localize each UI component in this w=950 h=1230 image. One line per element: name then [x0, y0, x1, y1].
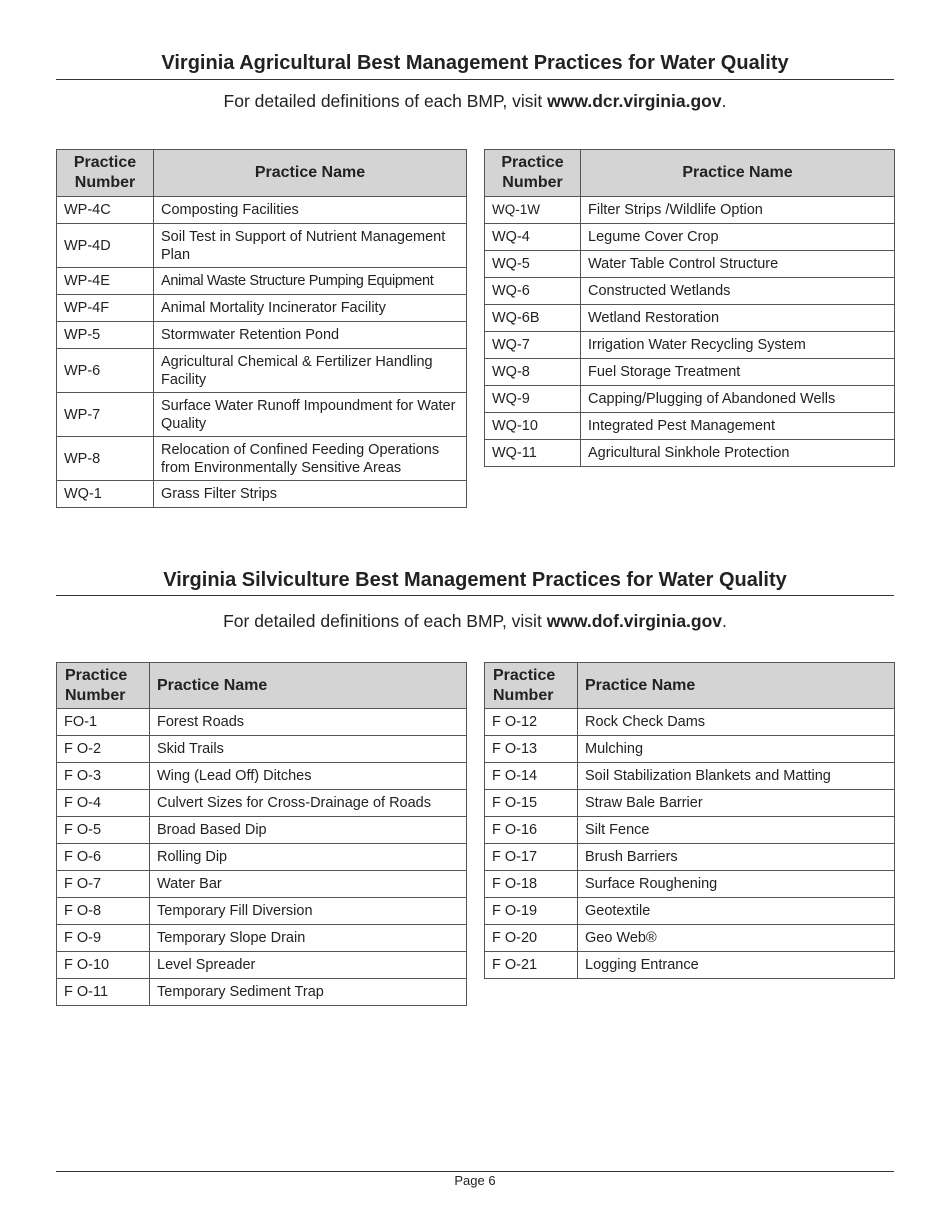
practice-name: Brush Barriers	[578, 844, 895, 871]
table-row	[57, 224, 467, 268]
silviculture-divider	[56, 595, 894, 596]
agricultural-subtitle-suffix: .	[721, 91, 727, 111]
column-header-number: Practice Number	[485, 663, 578, 709]
silviculture-url: www.dof.virginia.gov	[546, 611, 723, 631]
practice-name: Logging Entrance	[578, 952, 895, 979]
practice-number: F O-18	[485, 871, 578, 898]
practice-name: Surface Roughening	[578, 871, 895, 898]
table-row	[57, 898, 467, 925]
table-row	[57, 871, 467, 898]
table-row	[57, 437, 467, 481]
agricultural-table-right	[484, 149, 895, 467]
practice-number: WQ-10	[485, 413, 581, 440]
silviculture-table-left	[56, 662, 467, 1006]
practice-name: Straw Bale Barrier	[578, 790, 895, 817]
table-row	[57, 709, 467, 736]
practice-number: WP-4F	[57, 295, 154, 322]
silviculture-subtitle-prefix: For detailed definitions of each BMP, visit	[223, 611, 547, 631]
table-row	[57, 952, 467, 979]
silviculture-table-right	[484, 662, 895, 979]
practice-name: Temporary Slope Drain	[150, 925, 467, 952]
practice-number: WQ-11	[485, 440, 581, 467]
table-row	[485, 790, 895, 817]
practice-number: F O-17	[485, 844, 578, 871]
practice-number: F O-12	[485, 709, 578, 736]
practice-number: FO-1	[57, 709, 150, 736]
table-row	[485, 871, 895, 898]
practice-number: F O-4	[57, 790, 150, 817]
practice-name: Composting Facilities	[154, 197, 467, 224]
column-header-name: Practice Name	[150, 663, 467, 709]
silviculture-subtitle	[56, 611, 894, 632]
practice-name: Animal Waste Structure Pumping Equipment	[154, 268, 467, 295]
practice-number: F O-3	[57, 763, 150, 790]
practice-number: F O-2	[57, 736, 150, 763]
table-row	[485, 251, 895, 278]
practice-name: Irrigation Water Recycling System	[581, 332, 895, 359]
table-row	[57, 295, 467, 322]
table-row	[485, 952, 895, 979]
practice-name: Geotextile	[578, 898, 895, 925]
table-row	[57, 979, 467, 1006]
practice-name: Agricultural Chemical & Fertilizer Handling Facility	[154, 349, 467, 393]
practice-number: WQ-6	[485, 278, 581, 305]
agricultural-subtitle-prefix: For detailed definitions of each BMP, visit	[223, 91, 548, 111]
table-row	[57, 736, 467, 763]
agricultural-table-left	[56, 149, 467, 508]
practice-number: F O-10	[57, 952, 150, 979]
table-row	[57, 925, 467, 952]
table-row	[57, 322, 467, 349]
practice-name: Level Spreader	[150, 952, 467, 979]
table-row	[57, 197, 467, 224]
silviculture-subtitle-suffix: .	[722, 611, 727, 631]
table-row	[485, 736, 895, 763]
practice-number: WP-4C	[57, 197, 154, 224]
table-row	[485, 844, 895, 871]
practice-name: Legume Cover Crop	[581, 224, 895, 251]
column-header-name: Practice Name	[581, 150, 895, 197]
table-row	[57, 481, 467, 508]
table-row	[485, 386, 895, 413]
practice-name: Relocation of Confined Feeding Operations from Environmentally Sensitive Areas	[154, 437, 467, 481]
agricultural-title: Virginia Agricultural Best Management Practices for Water Quality	[161, 52, 789, 74]
practice-number: F O-20	[485, 925, 578, 952]
agricultural-subtitle	[56, 91, 894, 112]
footer-divider	[56, 1171, 894, 1172]
practice-name: Agricultural Sinkhole Protection	[581, 440, 895, 467]
practice-name: Temporary Fill Diversion	[150, 898, 467, 925]
practice-number: WQ-9	[485, 386, 581, 413]
practice-name: Broad Based Dip	[150, 817, 467, 844]
practice-number: F O-14	[485, 763, 578, 790]
practice-name: Culvert Sizes for Cross-Drainage of Roads	[150, 790, 467, 817]
column-header-number: Practice Number	[57, 150, 154, 197]
practice-name: Filter Strips /Wildlife Option	[581, 197, 895, 224]
table-row	[57, 349, 467, 393]
practice-number: F O-6	[57, 844, 150, 871]
practice-name: Wing (Lead Off) Ditches	[150, 763, 467, 790]
practice-name: Temporary Sediment Trap	[150, 979, 467, 1006]
practice-number: WP-4D	[57, 224, 154, 268]
practice-name: Water Table Control Structure	[581, 251, 895, 278]
practice-number: F O-9	[57, 925, 150, 952]
practice-number: WQ-1W	[485, 197, 581, 224]
practice-name: Forest Roads	[150, 709, 467, 736]
practice-number: WP-4E	[57, 268, 154, 295]
practice-number: F O-15	[485, 790, 578, 817]
column-header-name: Practice Name	[578, 663, 895, 709]
practice-number: F O-7	[57, 871, 150, 898]
table-row	[485, 709, 895, 736]
practice-name: Water Bar	[150, 871, 467, 898]
practice-name: Stormwater Retention Pond	[154, 322, 467, 349]
table-row	[485, 925, 895, 952]
page-number: Page 6	[454, 1173, 496, 1188]
table-row	[57, 763, 467, 790]
practice-number: F O-8	[57, 898, 150, 925]
agricultural-divider	[56, 79, 894, 80]
practice-name: Geo Web®	[578, 925, 895, 952]
table-row	[57, 790, 467, 817]
table-row	[485, 359, 895, 386]
table-row	[485, 224, 895, 251]
practice-number: F O-11	[57, 979, 150, 1006]
practice-number: WQ-6B	[485, 305, 581, 332]
table-row	[485, 440, 895, 467]
table-row	[485, 898, 895, 925]
agricultural-url: www.dcr.virginia.gov	[547, 91, 722, 111]
practice-number: WP-6	[57, 349, 154, 393]
practice-name: Soil Stabilization Blankets and Matting	[578, 763, 895, 790]
table-row	[485, 197, 895, 224]
table-row	[485, 413, 895, 440]
table-row	[485, 278, 895, 305]
practice-number: WQ-8	[485, 359, 581, 386]
practice-name: Animal Mortality Incinerator Facility	[154, 295, 467, 322]
practice-number: F O-16	[485, 817, 578, 844]
table-row	[57, 844, 467, 871]
silviculture-title: Virginia Silviculture Best Management Practices for Water Quality	[163, 569, 787, 591]
practice-name: Rock Check Dams	[578, 709, 895, 736]
practice-name: Rolling Dip	[150, 844, 467, 871]
practice-number: WP-5	[57, 322, 154, 349]
table-row	[485, 763, 895, 790]
table-row	[485, 332, 895, 359]
practice-name: Mulching	[578, 736, 895, 763]
practice-name: Skid Trails	[150, 736, 467, 763]
practice-number: F O-13	[485, 736, 578, 763]
table-row	[485, 305, 895, 332]
practice-number: WP-7	[57, 393, 154, 437]
practice-name: Grass Filter Strips	[154, 481, 467, 508]
practice-name: Fuel Storage Treatment	[581, 359, 895, 386]
practice-number: WQ-7	[485, 332, 581, 359]
practice-number: WQ-4	[485, 224, 581, 251]
practice-name: Wetland Restoration	[581, 305, 895, 332]
table-row	[57, 393, 467, 437]
practice-name: Integrated Pest Management	[581, 413, 895, 440]
column-header-name: Practice Name	[154, 150, 467, 197]
table-row	[485, 817, 895, 844]
column-header-number: Practice Number	[485, 150, 581, 197]
practice-name: Capping/Plugging of Abandoned Wells	[581, 386, 895, 413]
practice-name: Constructed Wetlands	[581, 278, 895, 305]
practice-number: F O-5	[57, 817, 150, 844]
practice-number: F O-19	[485, 898, 578, 925]
practice-number: WQ-5	[485, 251, 581, 278]
column-header-number: Practice Number	[57, 663, 150, 709]
practice-name: Surface Water Runoff Impoundment for Water Quality	[154, 393, 467, 437]
table-row	[57, 268, 467, 295]
practice-name: Silt Fence	[578, 817, 895, 844]
practice-number: WP-8	[57, 437, 154, 481]
practice-name: Soil Test in Support of Nutrient Management Plan	[154, 224, 467, 268]
table-row	[57, 817, 467, 844]
practice-number: F O-21	[485, 952, 578, 979]
practice-number: WQ-1	[57, 481, 154, 508]
